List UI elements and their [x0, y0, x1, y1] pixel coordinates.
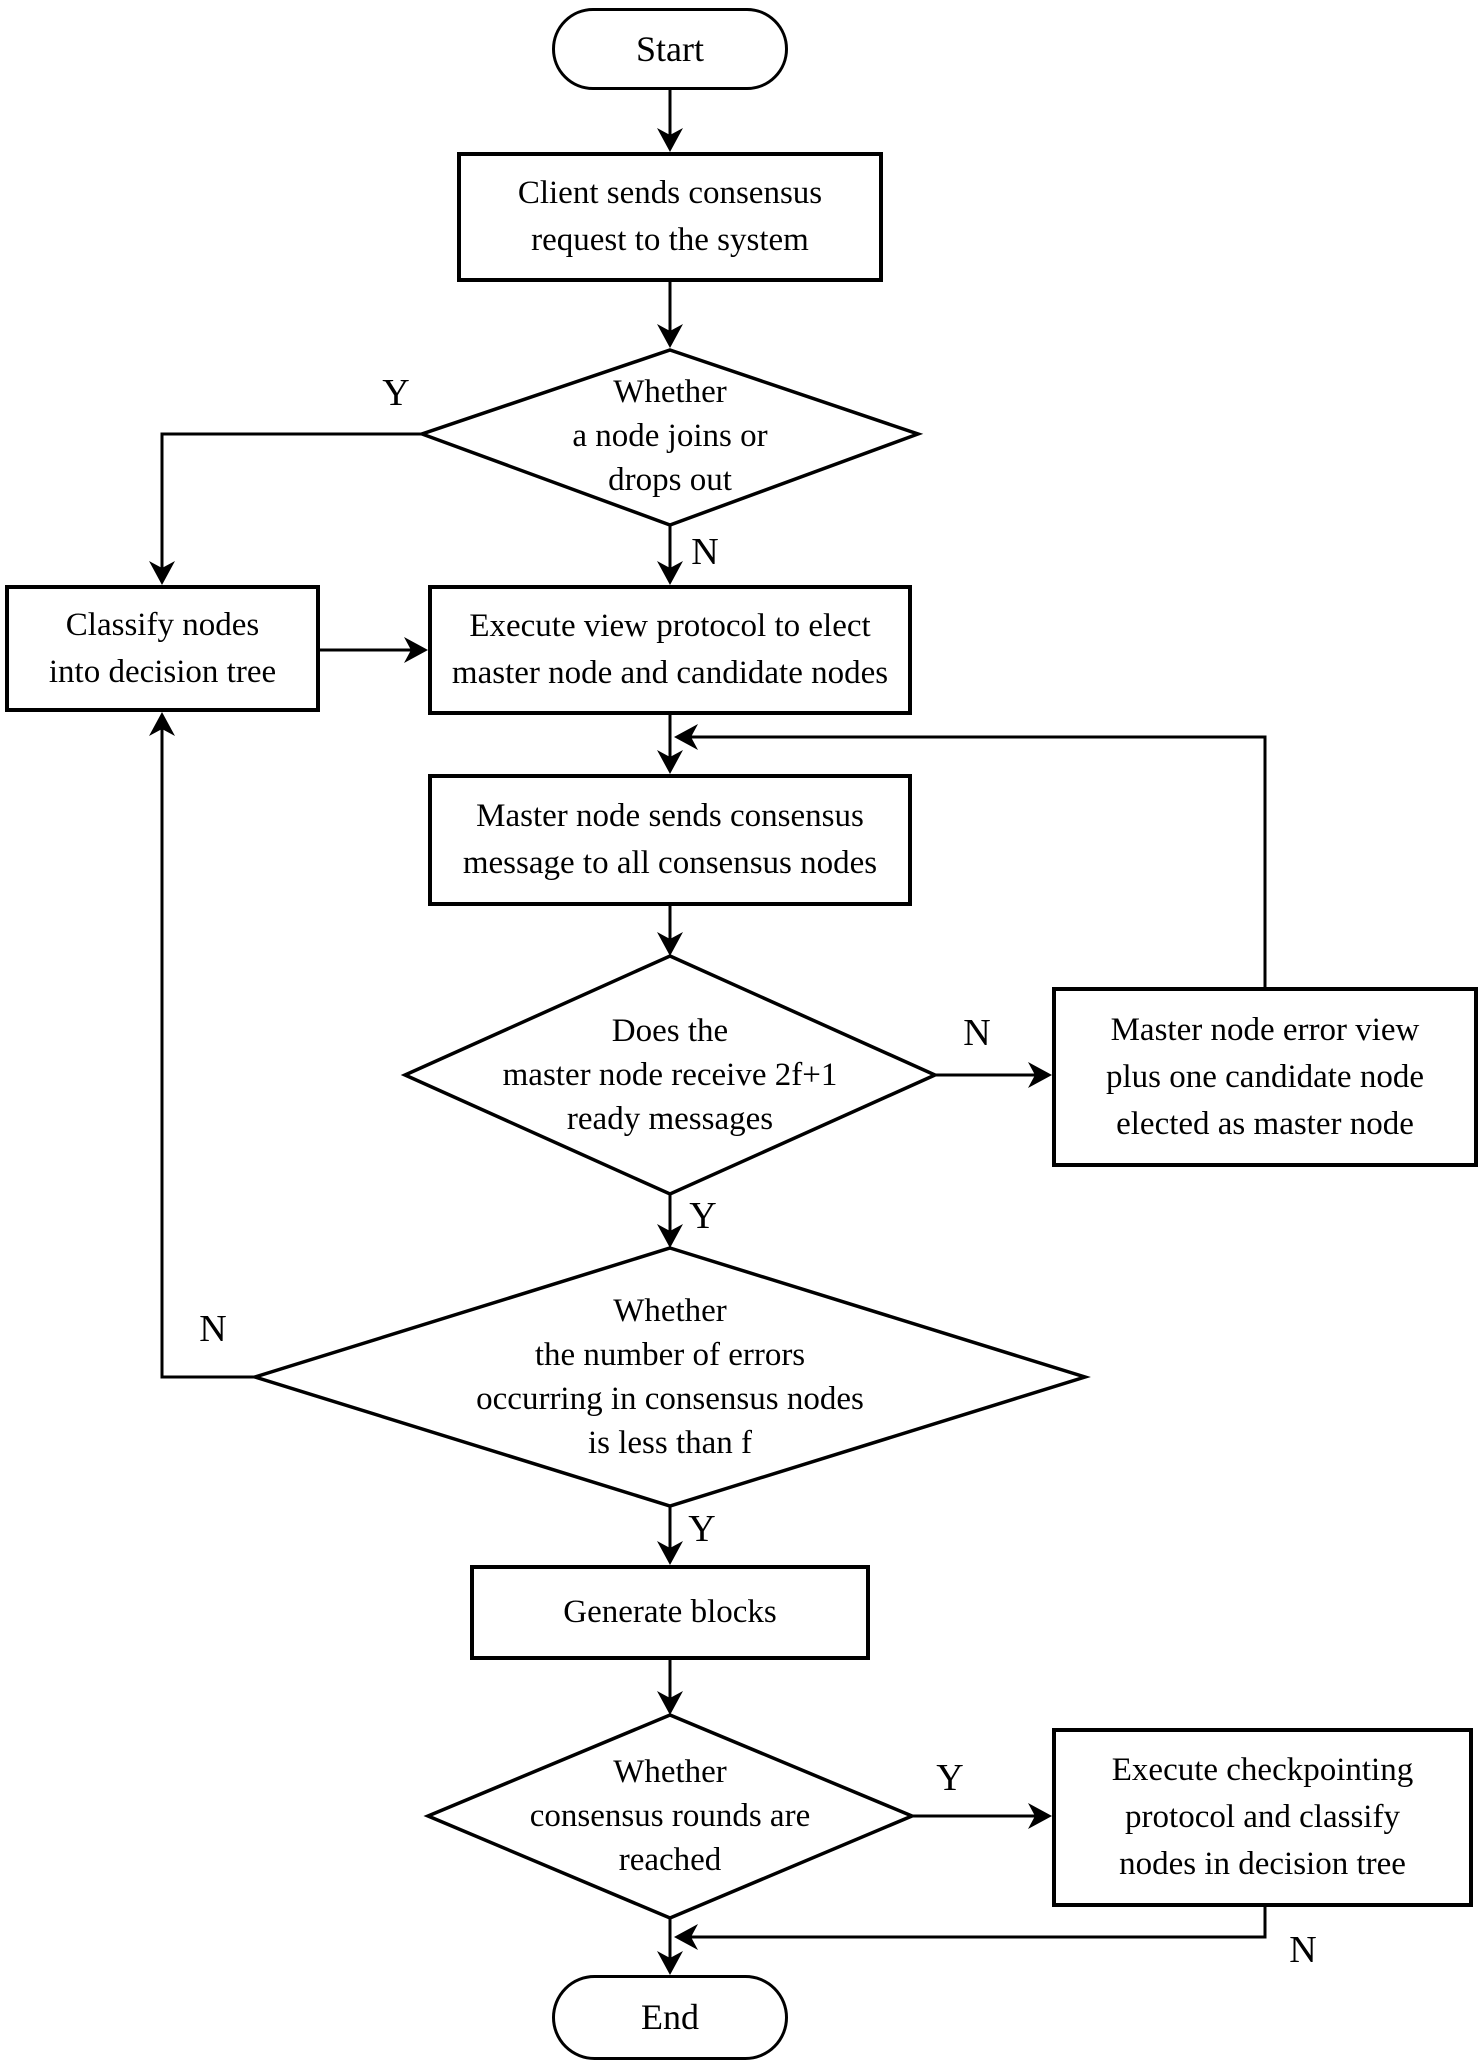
node-generate-blocks — [470, 1565, 870, 1660]
node-client-request — [457, 152, 883, 282]
node-start — [552, 8, 788, 90]
node-text-line: Whether — [613, 1754, 727, 1790]
node-text-line: plus one candidate node — [1106, 1058, 1424, 1095]
node-text-line: a node joins or — [572, 418, 768, 454]
node-end-label: End — [641, 1997, 699, 2037]
edge-label-ready-yes: Y — [689, 1195, 717, 1237]
node-checkpointing — [1052, 1728, 1473, 1907]
edge-label-error-count-yes: Y — [688, 1508, 716, 1550]
edge-checkpointing-no-return-to-end — [691, 1907, 1265, 1937]
edge-label-ready-no: N — [963, 1012, 991, 1054]
node-text-line: master node and candidate nodes — [451, 655, 889, 691]
node-text-line: master node receive 2f+1 — [502, 1057, 838, 1093]
decision-ready-messages-label — [503, 1009, 838, 1141]
node-text-line: elected as master node — [1116, 1105, 1414, 1142]
node-text-line: Master node sends consensus — [476, 798, 864, 834]
node-text-line: Whether — [613, 374, 727, 410]
node-text-line: request to the system — [531, 222, 809, 258]
node-text-line: drops out — [608, 462, 732, 498]
node-text-line: Execute checkpointing — [1111, 1752, 1414, 1788]
node-start-label: Start — [636, 28, 704, 69]
decision-node-join-label — [572, 370, 767, 502]
node-text-line: is less than f — [587, 1425, 753, 1461]
edge-label-join-no: N — [691, 531, 719, 573]
node-text-line: consensus rounds are — [529, 1798, 811, 1834]
node-text-line: Whether — [613, 1293, 727, 1329]
node-text-line: ready messages — [566, 1101, 774, 1137]
edge-label-error-count-no: N — [199, 1308, 227, 1350]
edge-label-rounds-yes: Y — [936, 1757, 964, 1799]
node-generate-blocks-label: Generate blocks — [563, 1594, 777, 1630]
node-master-sends-message — [428, 774, 912, 906]
node-text-line: Execute view protocol to elect — [469, 608, 871, 644]
node-text-line: Does the — [611, 1013, 729, 1049]
node-master-error-view — [1052, 987, 1478, 1167]
node-text-line: the number of errors — [534, 1337, 806, 1373]
edge-label-join-yes: Y — [382, 372, 410, 414]
node-end — [552, 1975, 788, 2060]
node-text-line: nodes in decision tree — [1119, 1846, 1406, 1882]
edge-join-yes-to-classify — [162, 434, 422, 568]
node-text-line: into decision tree — [48, 653, 277, 690]
node-text-line: Client sends consensus — [517, 175, 823, 211]
node-text-line: occurring in consensus nodes — [476, 1381, 864, 1417]
node-text-line: Master node error view — [1110, 1011, 1420, 1048]
decision-error-count-label — [476, 1289, 864, 1465]
node-classify-nodes — [5, 585, 320, 712]
edge-label-checkpointing-no: N — [1289, 1929, 1317, 1971]
node-execute-view-protocol — [428, 585, 912, 715]
node-text-line: protocol and classify — [1125, 1799, 1400, 1835]
node-text-line: Classify nodes — [65, 606, 260, 643]
decision-rounds-label — [530, 1750, 810, 1882]
edge-error-count-no-to-classify — [162, 729, 255, 1377]
node-text-line: message to all consensus nodes — [462, 845, 878, 881]
node-text-line: reached — [618, 1842, 722, 1878]
